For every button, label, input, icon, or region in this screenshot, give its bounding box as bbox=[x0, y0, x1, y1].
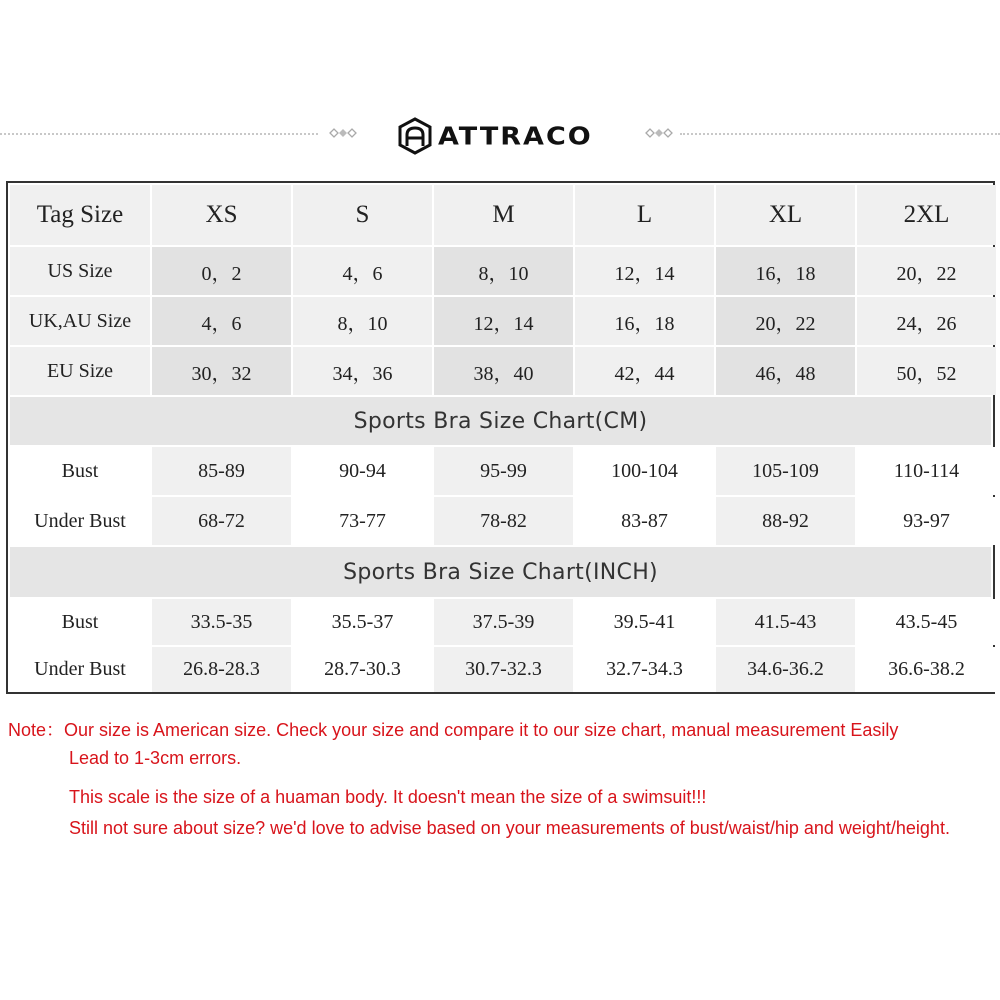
table-cell: 28.7-30.3 bbox=[293, 647, 432, 692]
table-cell: 33.5-35 bbox=[152, 599, 291, 645]
table-cell: 32.7-34.3 bbox=[575, 647, 714, 692]
table-cell: 8，10 bbox=[293, 297, 432, 345]
table-cell: 4，6 bbox=[293, 247, 432, 295]
table-cell: 83-87 bbox=[575, 497, 714, 545]
diamond-ornament-icon bbox=[642, 126, 676, 140]
row-label: EU Size bbox=[10, 347, 150, 395]
header-cell: XL bbox=[716, 185, 855, 245]
table-cell: 20，22 bbox=[716, 297, 855, 345]
table-cell: 30，32 bbox=[152, 347, 291, 395]
note-line-4: Still not sure about size? we'd love to advise based on your measurements of bust/waist/hip and weight/height. bbox=[69, 818, 950, 838]
row-label: US Size bbox=[10, 247, 150, 295]
table-cell: 88-92 bbox=[716, 497, 855, 545]
table-cell: 50，52 bbox=[857, 347, 996, 395]
brand-logo bbox=[398, 116, 593, 156]
table-row-eu-size bbox=[10, 347, 996, 395]
table-cell: 8，10 bbox=[434, 247, 573, 295]
table-cell: 30.7-32.3 bbox=[434, 647, 573, 692]
row-label: Under Bust bbox=[10, 497, 150, 545]
table-cell: 38，40 bbox=[434, 347, 573, 395]
header-cell: XS bbox=[152, 185, 291, 245]
table-cell: 24，26 bbox=[857, 297, 996, 345]
table-cell: 34，36 bbox=[293, 347, 432, 395]
brand-header bbox=[0, 112, 1000, 156]
note-line-2: Lead to 1-3cm errors. bbox=[69, 748, 242, 768]
table-cell: 110-114 bbox=[857, 447, 996, 495]
table-cell: 0，2 bbox=[152, 247, 291, 295]
table-cell: 93-97 bbox=[857, 497, 996, 545]
row-label: Bust bbox=[10, 599, 150, 645]
table-cell: 95-99 bbox=[434, 447, 573, 495]
table-cell: 73-77 bbox=[293, 497, 432, 545]
header-cell: Tag Size bbox=[10, 185, 150, 245]
header-cell: S bbox=[293, 185, 432, 245]
row-label: Bust bbox=[10, 447, 150, 495]
table-row-bust-cm bbox=[10, 447, 996, 495]
table-cell: 100-104 bbox=[575, 447, 714, 495]
table-cell: 105-109 bbox=[716, 447, 855, 495]
table-cell: 37.5-39 bbox=[434, 599, 573, 645]
table-cell: 20，22 bbox=[857, 247, 996, 295]
table-cell: 46，48 bbox=[716, 347, 855, 395]
diamond-ornament-icon bbox=[326, 126, 360, 140]
row-label: UK,AU Size bbox=[10, 297, 150, 345]
table-cell: 4，6 bbox=[152, 297, 291, 345]
table-cell: 16，18 bbox=[575, 297, 714, 345]
table-cell: 12，14 bbox=[434, 297, 573, 345]
table-cell: 43.5-45 bbox=[857, 599, 996, 645]
table-cell: 85-89 bbox=[152, 447, 291, 495]
section-title-cm: Sports Bra Size Chart(CM) bbox=[10, 397, 991, 445]
table-cell: 41.5-43 bbox=[716, 599, 855, 645]
header-cell: 2XL bbox=[857, 185, 996, 245]
note-prefix: Note： bbox=[8, 720, 65, 740]
table-header-row bbox=[10, 185, 996, 245]
note-line-3: This scale is the size of a huaman body. It doesn't mean the size of a swimsuit!!! bbox=[69, 787, 707, 807]
table-row-uk-au-size bbox=[10, 297, 996, 345]
dotted-divider-left bbox=[0, 133, 318, 135]
table-cell: 26.8-28.3 bbox=[152, 647, 291, 692]
table-cell: 12，14 bbox=[575, 247, 714, 295]
row-label: Under Bust bbox=[10, 647, 150, 692]
table-cell: 16，18 bbox=[716, 247, 855, 295]
table-cell: 39.5-41 bbox=[575, 599, 714, 645]
table-cell: 42，44 bbox=[575, 347, 714, 395]
table-cell: 35.5-37 bbox=[293, 599, 432, 645]
header-cell: M bbox=[434, 185, 573, 245]
brand-shield-icon bbox=[398, 117, 432, 155]
note-text: Our size is American size. Check your size and compare it to our size chart, manual measurement Easily bbox=[64, 720, 899, 740]
table-cell: 90-94 bbox=[293, 447, 432, 495]
table-row-bust-inch bbox=[10, 599, 996, 645]
section-title-inch: Sports Bra Size Chart(INCH) bbox=[10, 547, 991, 597]
header-cell: L bbox=[575, 185, 714, 245]
table-cell: 78-82 bbox=[434, 497, 573, 545]
table-cell: 34.6-36.2 bbox=[716, 647, 855, 692]
table-row-us-size bbox=[10, 247, 996, 295]
brand-name: ATTRACO bbox=[438, 121, 593, 151]
table-row-under-bust-cm bbox=[10, 497, 996, 545]
table-cell: 36.6-38.2 bbox=[857, 647, 996, 692]
size-chart-table bbox=[6, 181, 995, 694]
table-row-under-bust-inch bbox=[10, 647, 996, 692]
table-cell: 68-72 bbox=[152, 497, 291, 545]
dotted-divider-right bbox=[680, 133, 1000, 135]
note-line-1 bbox=[8, 716, 898, 742]
